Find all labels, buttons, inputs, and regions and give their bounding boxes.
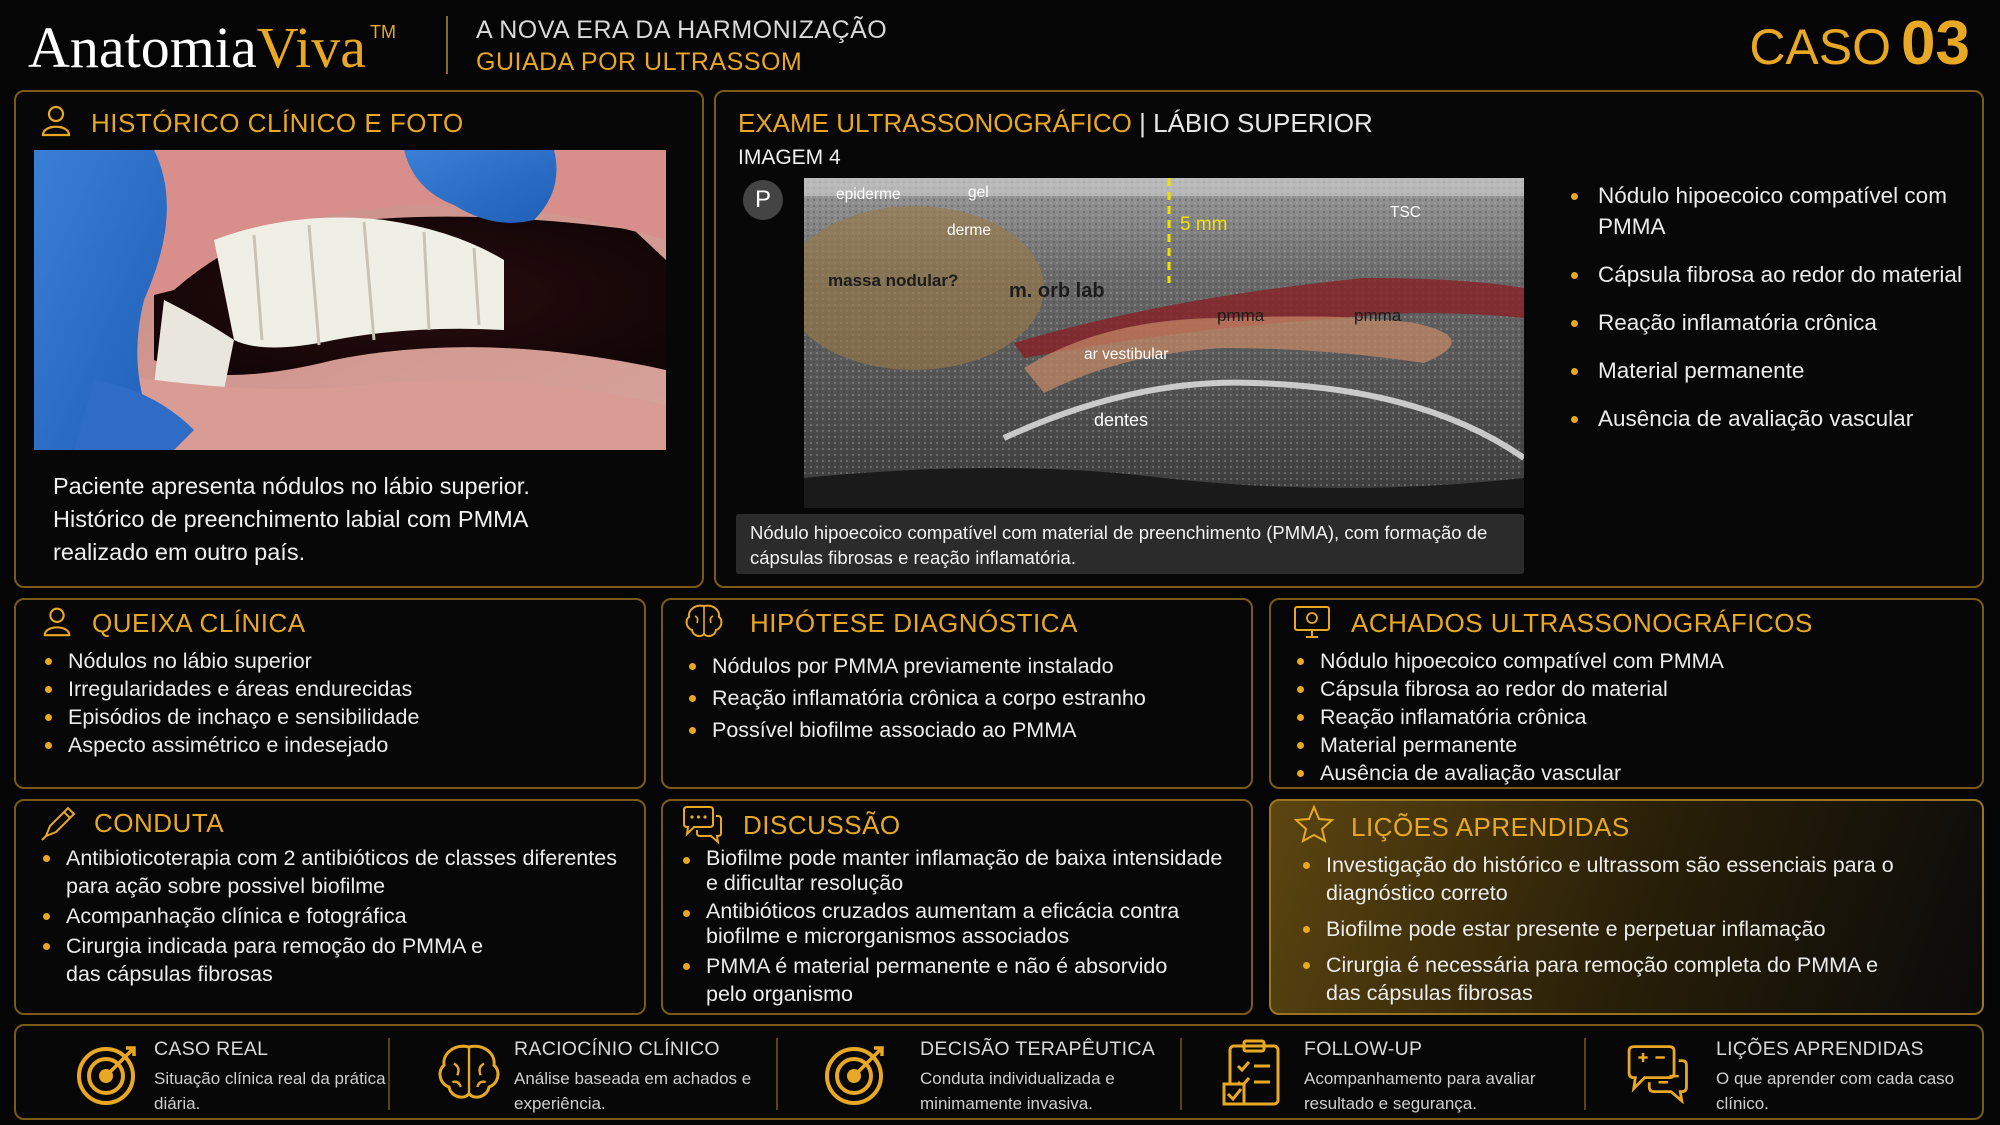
label-gel: gel: [968, 184, 989, 201]
label-measure: 5 mm: [1180, 214, 1228, 235]
footer-title: DECISÃO TERAPÊUTICA: [920, 1038, 1156, 1060]
historico-title: HISTÓRICO CLÍNICO E FOTO: [91, 108, 464, 138]
list-item: Cirurgia indicada para remoção do PMMA e das cápsulas fibrosas: [40, 932, 510, 988]
footer-item-raciocinio: [392, 1026, 776, 1118]
logo: AnatomiaViva ™: [28, 15, 396, 80]
footer-item-decisao: [780, 1026, 1180, 1118]
list-item: Ausência de avaliação vascular: [1294, 759, 1974, 787]
user-icon: [40, 604, 74, 638]
list-item: Cápsula fibrosa ao redor do material: [1294, 675, 1974, 703]
list-item: Reação inflamatória crônica: [1568, 307, 1968, 338]
list-item: Cirurgia é necessária para remoção completa do PMMA e das cápsulas fibrosas: [1300, 951, 1900, 1007]
list-item: Ausência de avaliação vascular: [1568, 403, 1968, 434]
hipotese-title: HIPÓTESE DIAGNÓSTICA: [750, 608, 1078, 638]
footer-item-follow-up: [1184, 1026, 1584, 1118]
ultrasound-image: [804, 178, 1524, 508]
list-item: Acompanhação clínica e fotográfica: [40, 902, 630, 930]
target-icon: [74, 1040, 142, 1108]
clipboard-icon: [1222, 1038, 1286, 1108]
list-item: Irregularidades e áreas endurecidas: [42, 675, 632, 703]
label-derme: derme: [947, 222, 991, 239]
hipotese-list: [686, 652, 1246, 744]
queixa-list: [42, 647, 632, 759]
chat-icon: [680, 804, 724, 844]
footer-desc: Situação clínica real da prática diária.: [154, 1069, 386, 1113]
footer-desc: Conduta individualizada e minimamente invasiva.: [920, 1069, 1115, 1113]
label-pmma-2: pmma: [1354, 306, 1402, 325]
exame-bullets: [1568, 180, 1968, 451]
footer-item-caso-real: [16, 1026, 388, 1118]
list-item: Nódulos por PMMA previamente instalado: [686, 652, 1246, 680]
list-item: Aspecto assimétrico e indesejado: [42, 731, 632, 759]
historico-text: Paciente apresenta nódulos no lábio superior. Histórico de preenchimento labial com PMMA realizado em outro país.: [53, 473, 530, 565]
label-orb: m. orb lab: [1009, 280, 1105, 302]
achados-title: ACHADOS ULTRASSONOGRÁFICOS: [1351, 608, 1813, 638]
footer-divider: [1180, 1038, 1182, 1110]
queixa-title: QUEIXA CLÍNICA: [92, 608, 306, 638]
target-icon: [822, 1040, 890, 1108]
user-icon: [38, 102, 74, 138]
footer-divider: [1584, 1038, 1586, 1110]
footer-title: FOLLOW-UP: [1304, 1038, 1423, 1060]
clinical-photo: [34, 150, 666, 450]
star-icon: [1294, 804, 1334, 844]
list-item: Biofilme pode estar presente e perpetuar inflamação: [1300, 915, 1900, 943]
monitor-icon: [1292, 604, 1332, 640]
list-item: PMMA é material permanente e não é absorvido pelo organismo: [680, 952, 1180, 1008]
brain-icon: [434, 1040, 504, 1104]
probe-badge: P: [743, 180, 783, 220]
list-item: Cápsula fibrosa ao redor do material: [1568, 259, 1968, 290]
footer-desc: Análise baseada em achados e experiência.: [514, 1069, 752, 1113]
footer-desc: O que aprender com cada caso clínico.: [1716, 1069, 1955, 1113]
list-item: Antibioticoterapia com 2 antibióticos de classes diferentes para ação sobre possivel biofilme: [40, 844, 630, 900]
label-epiderme: epiderme: [836, 186, 901, 203]
header-divider: [446, 16, 448, 74]
footer-title: CASO REAL: [154, 1038, 269, 1060]
list-item: Reação inflamatória crônica: [1294, 703, 1974, 731]
discussao-title: DISCUSSÃO: [743, 810, 901, 840]
list-item: Episódios de inchaço e sensibilidade: [42, 703, 632, 731]
list-item: Reação inflamatória crônica a corpo estranho: [686, 684, 1246, 712]
list-item: Nódulo hipoecoico compatível com PMMA: [1568, 180, 1968, 242]
footer-bar: [14, 1024, 1984, 1120]
conduta-list: [40, 844, 630, 988]
achados-list: [1294, 647, 1974, 787]
conduta-title: CONDUTA: [94, 808, 225, 838]
label-dentes: dentes: [1094, 410, 1149, 430]
label-massa: massa nodular?: [828, 271, 959, 290]
pen-icon: [40, 804, 78, 842]
licoes-list: [1300, 851, 1900, 1007]
footer-title: RACIOCÍNIO CLÍNICO: [514, 1038, 720, 1060]
label-tsc: TSC: [1390, 204, 1421, 221]
list-item: Antibióticos cruzados aumentam a eficácia contra biofilme e microrganismos associados: [680, 899, 1240, 949]
footer-divider: [388, 1038, 390, 1110]
tagline-line-2: GUIADA POR ULTRASSOM: [476, 48, 803, 76]
label-pmma-1: pmma: [1217, 306, 1265, 325]
list-item: Nódulo hipoecoico compatível com PMMA: [1294, 647, 1974, 675]
footer-item-licoes: [1588, 1026, 1982, 1118]
ultrasound-caption: Nódulo hipoecoico compatível com material de preenchimento (PMMA), com formação de cápsulas fibrosas e reação inflamatória.: [736, 514, 1524, 574]
list-item: Possível biofilme associado ao PMMA: [686, 716, 1246, 744]
footer-title: LIÇÕES APRENDIDAS: [1716, 1038, 1924, 1060]
exame-title: EXAME ULTRASSONOGRÁFICO | LÁBIO SUPERIOR: [738, 108, 1373, 138]
licoes-title: LIÇÕES APRENDIDAS: [1351, 812, 1630, 842]
footer-desc: Acompanhamento para avaliar resultado e segurança.: [1304, 1069, 1536, 1113]
label-ar: ar vestibular: [1084, 346, 1169, 363]
case-number: CASO 03: [1749, 9, 1970, 78]
list-item: Material permanente: [1568, 355, 1968, 386]
footer-divider: [776, 1038, 778, 1110]
image-label: IMAGEM 4: [738, 146, 841, 169]
brain-icon: [683, 602, 725, 640]
list-item: Material permanente: [1294, 731, 1974, 759]
discussao-list: [680, 846, 1240, 1008]
list-item: Biofilme pode manter inflamação de baixa intensidade e dificultar resolução: [680, 846, 1240, 896]
list-item: Nódulos no lábio superior: [42, 647, 632, 675]
chat-icon: [1622, 1042, 1692, 1104]
tagline-line-1: A NOVA ERA DA HARMONIZAÇÃO: [476, 16, 888, 44]
list-item: Investigação do histórico e ultrassom são essenciais para o diagnóstico correto: [1300, 851, 1900, 907]
